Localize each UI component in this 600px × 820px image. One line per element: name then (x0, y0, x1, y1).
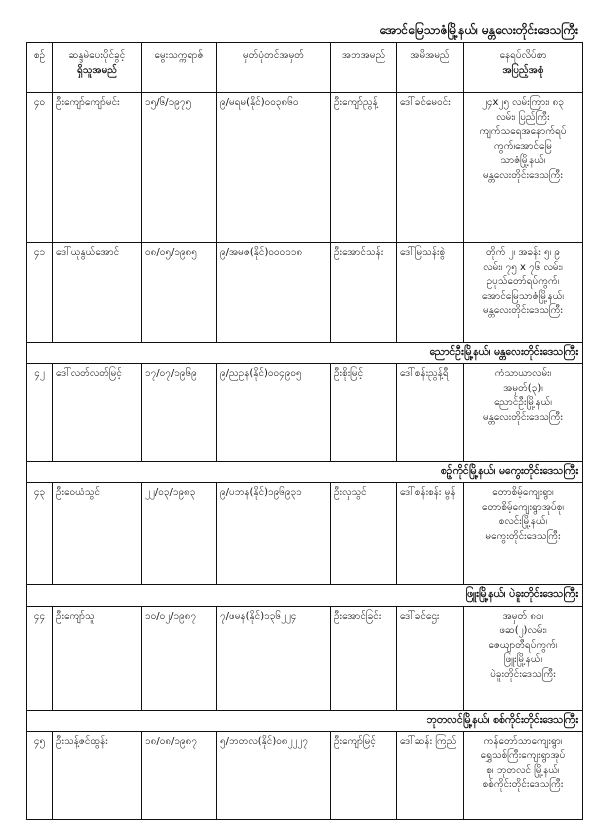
address-line: ညောင်ဦးမြို့နယ်၊ (494, 397, 552, 409)
address-line: စု၊ ဘုတလင် မြို့နယ်၊ (486, 764, 560, 776)
cell-dob: ၀၈/၀၅/၁၉၈၅ (142, 243, 217, 343)
cell-no: ၄၁ (27, 243, 53, 343)
cell-father: ဦးကျော်မြင့် (331, 731, 397, 819)
table-row (27, 483, 583, 585)
cell-nrc: ၉/အမဇ(နိုင်)၀၀၀၁၁၈ (217, 243, 331, 343)
cell-address (464, 243, 583, 343)
table-row (27, 364, 583, 462)
cell-address (464, 606, 583, 710)
address-line: လမ်း၊ ပြည်ကြီး (496, 111, 550, 123)
section-label: စဉ့်ကိုင်မြို့နယ်၊ မကွေးတိုင်းဒေသကြီး (27, 462, 583, 483)
address-line: စစ်ကိုင်းတိုင်းဒေသကြီး (482, 779, 564, 791)
cell-address (464, 93, 583, 243)
cell-name: ဦးသန့်ဇင်ထွန်း (53, 731, 142, 819)
address-line: ဇေယျာတီရပ်ကွက်၊ (488, 639, 558, 651)
address-line: ရွှေသစ်ကြီးကျေးရွာအုပ် (480, 750, 566, 762)
table-row (27, 243, 583, 343)
cell-mother: ဒေါ်စန်းစန်း မွန် (397, 483, 464, 585)
cell-mother: ဒေါ်ဆန်း ကြည် (397, 731, 464, 819)
address-line: တောစိမ့်ကျေးရွာ၊ (492, 487, 554, 499)
header-nrc: မှတ်ပုံတင်အမှတ် (217, 43, 331, 93)
header-address-line2: အပြည့်အစုံ (502, 64, 544, 76)
cell-dob: ၁၇/၀၇/၁၉၆၉ (142, 364, 217, 462)
section-row (27, 710, 583, 731)
header-address (464, 43, 583, 93)
table-row (27, 93, 583, 243)
section-label: ဖြူးမြို့နယ်၊ ပဲခူးတိုင်းဒေသကြီး (27, 585, 583, 606)
cell-father: ဦးလှသွင် (331, 483, 397, 585)
header-father: အဘအမည် (331, 43, 397, 93)
header-no: စဉ် (27, 43, 53, 93)
address-line: တောစိမ့်ကျေးရွာအုပ်စု၊ (482, 501, 564, 513)
header-name (53, 43, 142, 93)
cell-dob: ၁၀/၀၂/၁၉၈၇ (142, 606, 217, 710)
address-line: ကွက်၊အောင်မြေ (493, 140, 553, 152)
address-line: ကံသာယာလမ်း၊ (494, 368, 552, 380)
address-line: ကန်တော်သာကျေးရွာ၊ (483, 735, 563, 747)
header-name-line1: ဆန္ဒမဲပေးပိုင်ခွင့် (68, 50, 126, 61)
address-line: မန္တလေးတိုင်းဒေသကြီး (483, 305, 563, 316)
address-line: ဥပုသ်တော်ရပ်ကွက်၊ (486, 276, 560, 287)
cell-dob: ၂၂/၀၃/၁၉၈၃ (142, 483, 217, 585)
address-line: တိုက် ၂၊ အခန်း ၅၊ ၉ (485, 247, 561, 258)
cell-name: ဒေါ်လတ်လတ်မြင့် (53, 364, 142, 462)
address-line: မကွေးတိုင်းဒေသကြီး (485, 530, 561, 542)
cell-nrc: ၇/ဖမန(နိုင်)၁၃၆၂၂၄ (217, 606, 331, 710)
cell-no: ၄၂ (27, 364, 53, 462)
cell-no: ၄၀ (27, 93, 53, 243)
page-title: အောင်မြေသာဇံမြို့နယ်၊ မန္တလေးတိုင်းဒေသကြီး (379, 23, 578, 37)
address-line: မန္တလေးတိုင်းဒေသကြီး (483, 411, 563, 423)
cell-nrc: ၉/ညဥန(နိုင်)၀၀၄၉၀၅ (217, 364, 331, 462)
table-body (27, 93, 583, 820)
cell-mother: ဒေါ်စန်းညွန့်ရီ (397, 364, 464, 462)
cell-name: ဦးကျော်ကျော်မင်း (53, 93, 142, 243)
cell-dob: ၁၈/၀၈/၁၉၈၇ (142, 731, 217, 819)
section-label: ညောင်ဦးမြို့နယ်၊ မန္တလေးတိုင်းဒေသကြီး (27, 343, 583, 364)
table-row (27, 606, 583, 710)
address-line: လမ်း၊ ၇၅ x ၇၆ လမ်း၊ (483, 261, 563, 273)
address-line: ပဲခူးတိုင်းဒေသကြီး (490, 668, 556, 680)
section-row (27, 343, 583, 364)
table-row (27, 731, 583, 819)
cell-no: ၄၃ (27, 483, 53, 585)
header-dob: မွေးသက္ကရာဇ် (142, 43, 217, 93)
cell-no: ၄၄ (27, 606, 53, 710)
cell-address (464, 364, 583, 462)
voter-table (26, 42, 583, 820)
cell-dob: ၁၅/၆/၁၉၇၅ (142, 93, 217, 243)
address-line: စလင်းမြို့နယ်၊ (498, 516, 548, 528)
address-line: သာဇံမြို့နယ်၊ (500, 155, 546, 166)
cell-name: ဒေါ်ယုနွယ်အောင် (53, 243, 142, 343)
address-line: အောင်မြေသာဇံမြို့နယ်၊ (481, 290, 565, 302)
header-name-line2: ရှိသူအမည် (77, 64, 117, 76)
cell-name: ဦးကျော်သူ (53, 606, 142, 710)
address-line: အမှတ် ၈၀၊ (502, 610, 544, 622)
header-address-line1: နေရပ်လိပ်စာ (499, 50, 547, 61)
header-mother: အမိအမည် (397, 43, 464, 93)
address-line: အမှတ်(၃)၊ (503, 382, 543, 394)
section-label: ဘုတလင်မြို့နယ်၊ စစ်ကိုင်းတိုင်းဒေသကြီး (27, 710, 583, 731)
cell-nrc: ၉/ပဘန(နိုင်)၁၉၆၉၃၁ (217, 483, 331, 585)
address-line: ကျက်သရေအနောက်ရပ် (479, 126, 567, 137)
cell-name: ဦးဝေယံသွင် (53, 483, 142, 585)
cell-nrc: ၉/မရမ(နိုင်)၀၀၃၈၆၀ (217, 93, 331, 243)
cell-father: ဦးအောင်သန်း (331, 243, 397, 343)
cell-mother: ဒေါ်ခင်ဌေး (397, 606, 464, 710)
cell-no: ၄၅ (27, 731, 53, 819)
section-row (27, 585, 583, 606)
section-row (27, 462, 583, 483)
cell-mother: ဒေါ်မြသန်းစွဲ (397, 243, 464, 343)
cell-mother: ဒေါ်ခင်မေဝင်း (397, 93, 464, 243)
cell-father: ဦးအောင်ခြင်း (331, 606, 397, 710)
cell-address (464, 731, 583, 819)
address-line: ၂၄x၂၅ လမ်းကြား၊ ၈၃ (481, 97, 564, 108)
cell-address (464, 483, 583, 585)
address-line: ဖြူးမြို့နယ်၊ (503, 654, 543, 666)
cell-father: ဦးကျော်ညွန့် (331, 93, 397, 243)
table-header-row (27, 43, 583, 93)
address-line: ဖဆ(၂)လမ်း၊ (499, 625, 547, 637)
cell-father: ဦးစိုးမြင့် (331, 364, 397, 462)
cell-nrc: ၅/ဘတလ(နိုင်)၀၈၂၂၂၇ (217, 731, 331, 819)
address-line: မန္တလေးတိုင်းဒေသကြီး (483, 169, 563, 181)
